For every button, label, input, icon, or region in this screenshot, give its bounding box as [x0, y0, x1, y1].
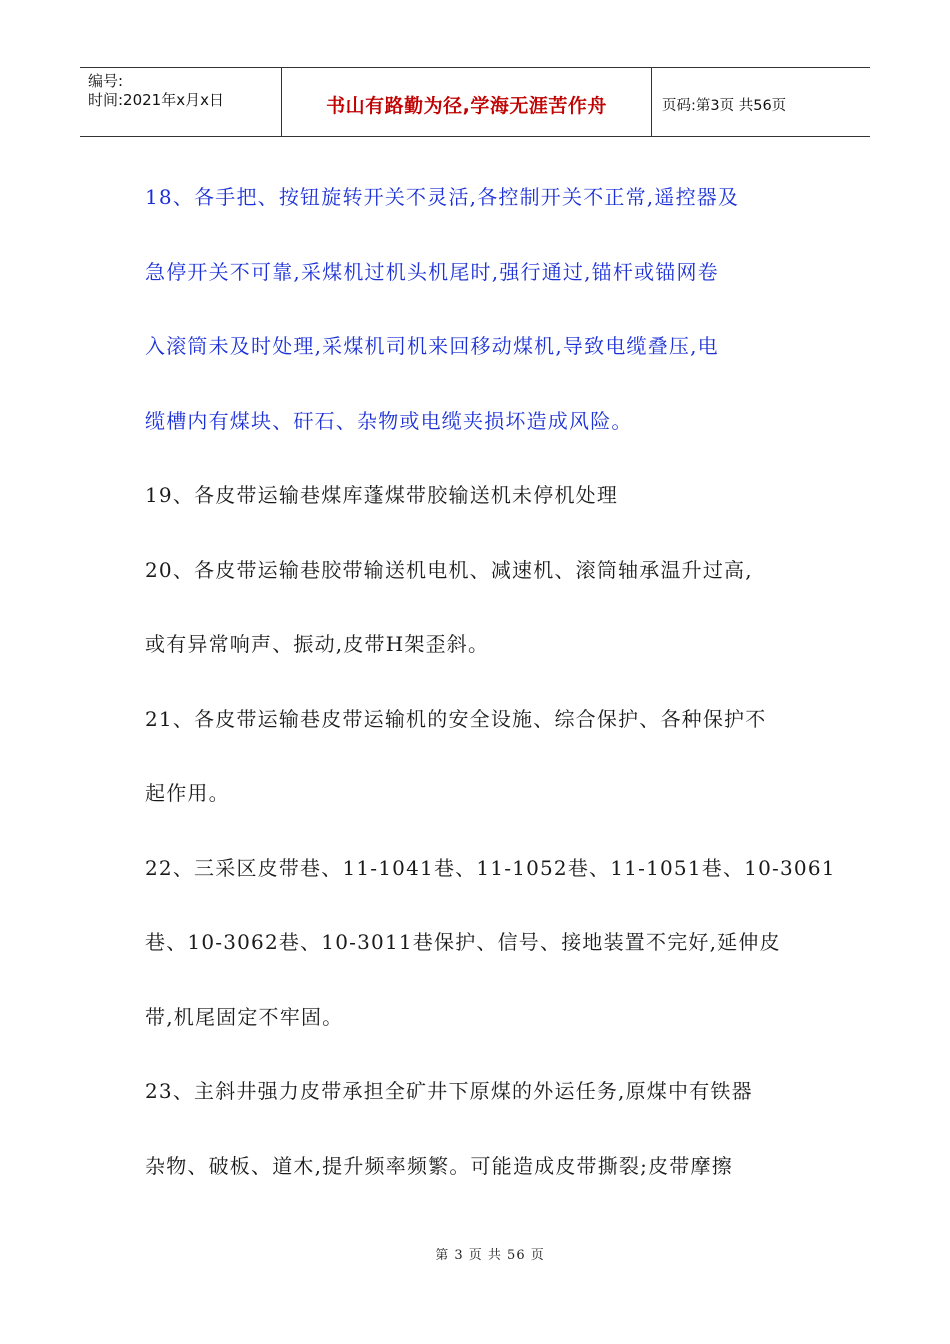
document-header — [80, 67, 870, 137]
paragraph-line: 入滚筒未及时处理,采煤机司机来回移动煤机,导致电缆叠压,电 — [145, 334, 719, 358]
paragraph — [145, 533, 810, 682]
paragraph-line: 缆槽内有煤块、矸石、杂物或电缆夹损坏造成风险。 — [145, 408, 633, 433]
paragraph — [145, 682, 810, 831]
header-meta — [80, 68, 282, 136]
paragraph — [145, 458, 810, 533]
paragraph-line: 或有异常响声、振动,皮带H架歪斜。 — [145, 632, 490, 656]
paragraph-line: 巷、10-3062巷、10-3011巷保护、信号、接地装置不完好,延伸皮 — [145, 930, 781, 954]
paragraph-line: 20、各皮带运输巷胶带输送机电机、减速机、滚筒轴承温升过高, — [145, 557, 753, 582]
time-label: 时间:2021年x月x日 — [88, 91, 224, 109]
number-label: 编号: — [88, 72, 124, 90]
paragraph — [145, 160, 810, 458]
paragraph-line: 急停开关不可靠,采煤机过机头机尾时,强行通过,锚杆或锚网卷 — [145, 259, 719, 284]
paragraph-line: 22、三采区皮带巷、11-1041巷、11-1052巷、11-1051巷、10-3061 — [145, 855, 836, 880]
paragraph-line: 杂物、破板、道木,提升频率频繁。可能造成皮带撕裂;皮带摩擦 — [145, 1153, 733, 1178]
document-body — [145, 160, 836, 1203]
paragraph-line: 起作用。 — [145, 781, 230, 805]
header-motto: 书山有路勤为径,学海无涯苦作舟 — [282, 68, 652, 136]
paragraph — [145, 1054, 810, 1203]
paragraph-line: 23、主斜井强力皮带承担全矿井下原煤的外运任务,原煤中有铁器 — [145, 1079, 753, 1103]
page-footer: 第 3 页 共 56 页 — [435, 1248, 545, 1263]
paragraph — [145, 831, 836, 1055]
paragraph-line: 带,机尾固定不牢固。 — [145, 1004, 344, 1029]
paragraph-line: 19、各皮带运输巷煤库蓬煤带胶输送机未停机处理 — [145, 483, 619, 507]
header-page-info: 页码:第3页 共56页 — [662, 97, 787, 114]
paragraph-line: 21、各皮带运输巷皮带运输机的安全设施、综合保护、各种保护不 — [145, 706, 767, 731]
paragraph-line: 18、各手把、按钮旋转开关不灵活,各控制开关不正常,遥控器及 — [145, 185, 740, 209]
